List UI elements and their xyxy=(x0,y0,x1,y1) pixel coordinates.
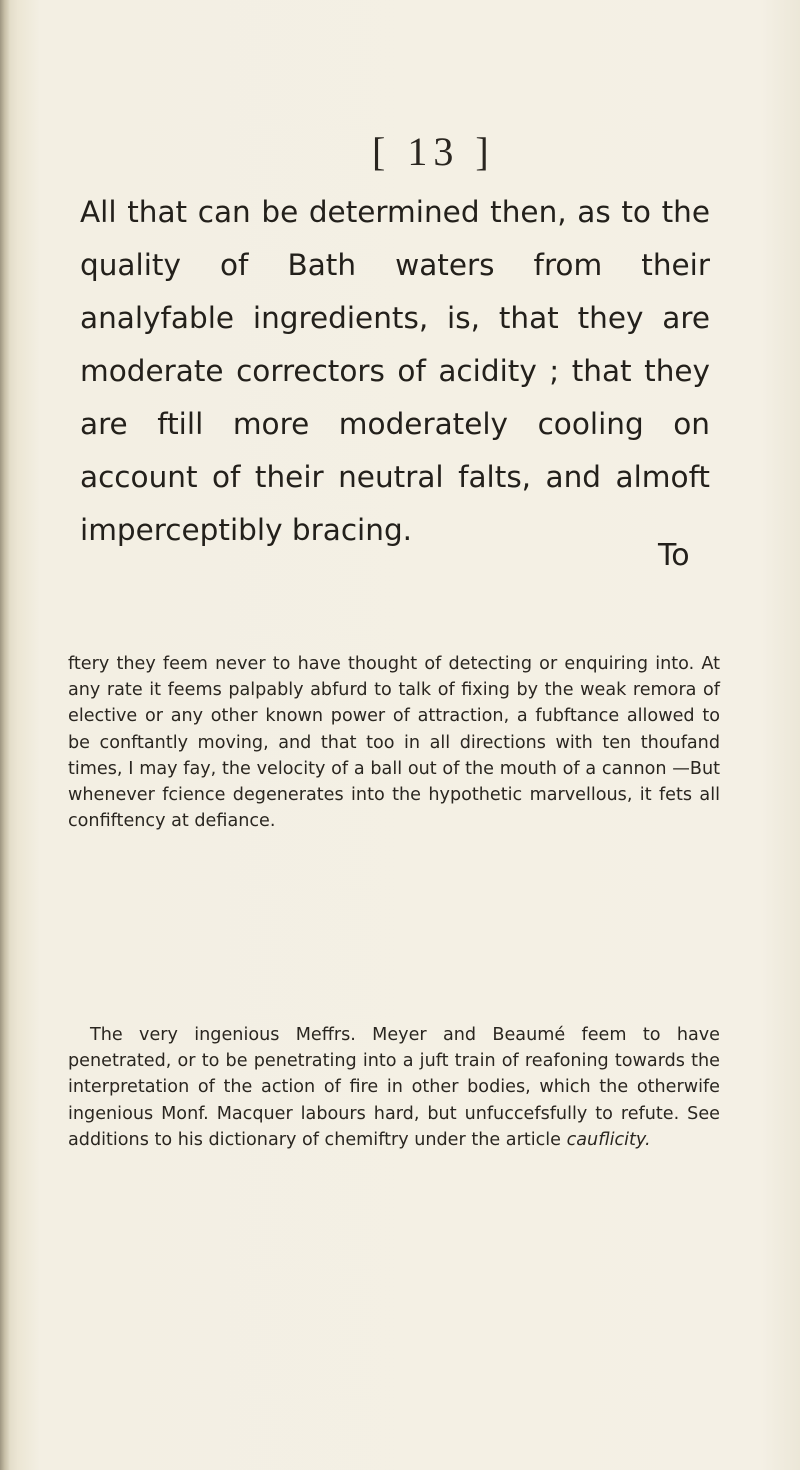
catchword: To xyxy=(658,538,690,573)
footnote-continuation-text: ftery they feem never to have thought of detecting or enquiring into. At any rate it feems palpably abfurd to talk of fixing by the weak remora of elective or any other known power of attraction, a fubftance allowed to be conftantly moving, and that too in all directions with ten thoufand times, I may fay, the velocity of a ball out of the mouth of a cannon —But whenever fcience degenerates into the hypothetic marvellous, it fets all confiftency at defiance. xyxy=(68,654,720,832)
footnote-paragraph xyxy=(68,1022,720,1153)
page-spine-edge xyxy=(0,0,10,1470)
footnote-paragraph-text xyxy=(68,1022,720,1153)
footnote-paragraph-body: The very ingenious Meffrs. Meyer and Beaumé feem to have penetrated, or to be penetrating into a juft train of reafoning towards the interpretation of the action of fire in other bodies, which the otherwife ingenious Monf. Macquer labours hard, but unfuccefsfully to refute. See additions to his dictionary of chemiftry under the article xyxy=(68,1025,720,1150)
footnote-italic-term: cauflicity. xyxy=(566,1129,651,1150)
main-paragraph: All that can be determined then, as to the quality of Bath waters from their analyfable ingredients, is, that they are moderate correctors of acidity ; that they are ftill more moderately cooling on account of their neutral falts, and almoft imperceptibly bracing. xyxy=(80,195,710,547)
footnote-continuation xyxy=(68,651,720,834)
page-number: [ 13 ] xyxy=(372,129,495,174)
